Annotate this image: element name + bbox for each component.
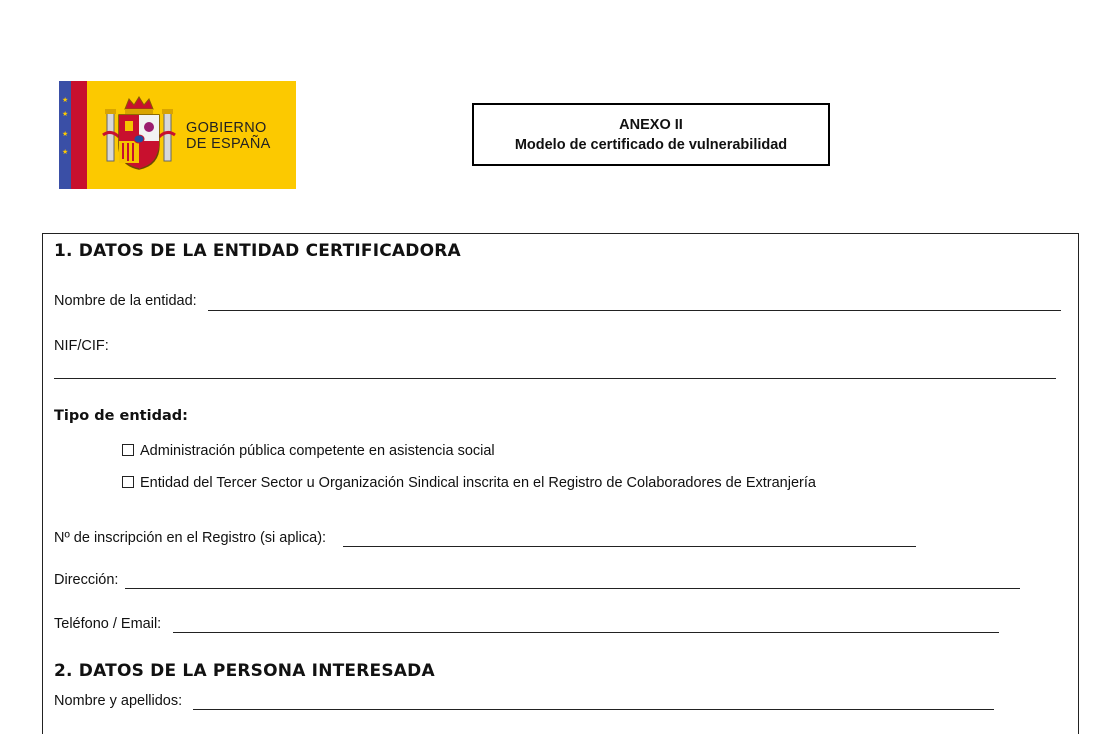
phone-email-label: Teléfono / Email:: [54, 616, 162, 632]
logo-line-2: DE ESPAÑA: [186, 136, 271, 152]
annex-title: ANEXO II: [619, 117, 683, 133]
flag-yellow-stripe: [87, 81, 95, 189]
address-label: Dirección:: [54, 572, 119, 588]
option-third-sector[interactable]: [122, 475, 816, 491]
eu-star-icon: ★: [62, 111, 69, 118]
section-1-heading: 1. DATOS DE LA ENTIDAD CERTIFICADORA: [54, 241, 461, 261]
gobierno-espana-logo: [59, 81, 296, 189]
flag-red-stripe: [71, 81, 87, 189]
phone-email-field[interactable]: [173, 632, 999, 633]
certificate-form: [42, 233, 1079, 734]
address-field[interactable]: [125, 588, 1020, 589]
entity-name-field[interactable]: [208, 310, 1061, 311]
option-public-administration[interactable]: [122, 443, 495, 459]
full-name-field[interactable]: [193, 709, 994, 710]
logo-wordmark: [186, 120, 271, 152]
eu-star-icon: ★: [62, 131, 69, 138]
registry-number-field[interactable]: [343, 546, 916, 547]
annex-subtitle: Modelo de certificado de vulnerabilidad: [514, 137, 788, 153]
checkbox-icon[interactable]: [122, 476, 134, 488]
checkbox-icon[interactable]: [122, 444, 134, 456]
logo-line-1: GOBIERNO: [186, 120, 267, 136]
coat-of-arms-icon: [101, 95, 177, 173]
section-2-heading: 2. DATOS DE LA PERSONA INTERESADA: [54, 661, 435, 681]
nif-field[interactable]: [54, 378, 1056, 379]
eu-star-icon: ★: [62, 97, 69, 104]
annex-title-box: [472, 103, 830, 166]
nif-label: NIF/CIF:: [54, 338, 109, 354]
eu-star-icon: ★: [62, 149, 69, 156]
full-name-label: Nombre y apellidos:: [54, 693, 183, 709]
option-1-label: Administración pública competente en asistencia social: [140, 443, 495, 459]
entity-name-label: Nombre de la entidad:: [54, 293, 197, 309]
entity-type-label: Tipo de entidad:: [54, 408, 188, 424]
registry-number-label: Nº de inscripción en el Registro (si aplica):: [54, 530, 327, 546]
option-2-label: Entidad del Tercer Sector u Organización Sindical inscrita en el Registro de Colaboradores de Extranjería: [140, 475, 816, 491]
